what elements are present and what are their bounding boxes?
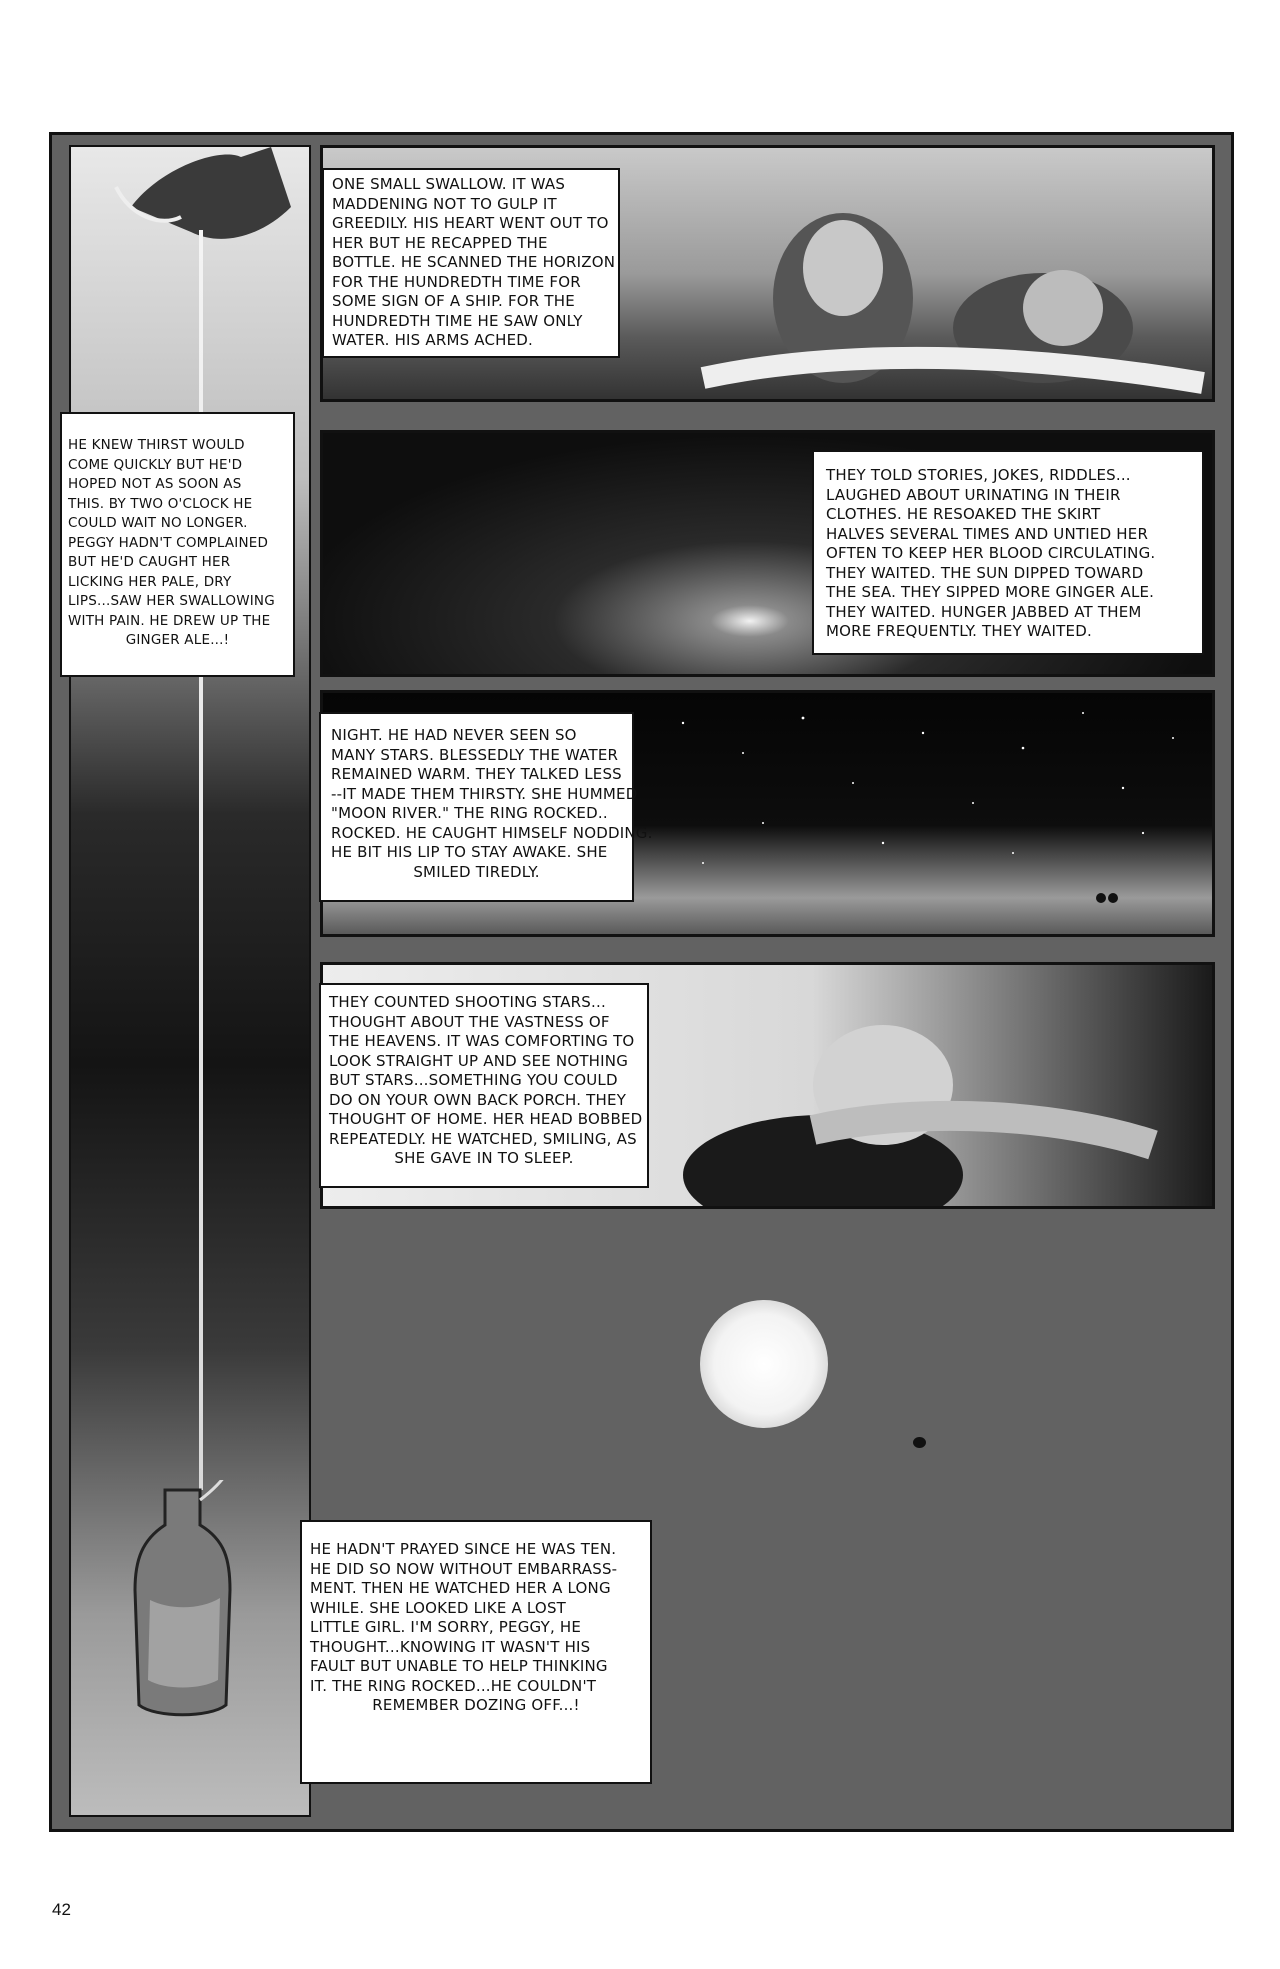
caption-line: THE HEAVENS. IT WAS COMFORTING TO [329,1032,635,1050]
caption-line: HE KNEW THIRST WOULD [68,437,245,453]
caption-line: LITTLE GIRL. I'M SORRY, PEGGY, HE [310,1618,582,1636]
caption-line: HE HADN'T PRAYED SINCE HE WAS TEN. [310,1540,617,1558]
caption-line: HE DID SO NOW WITHOUT EMBARRASS- [310,1559,618,1578]
caption-line: PEGGY HADN'T COMPLAINED [68,534,269,551]
caption-panel-2 [812,450,1204,655]
caption-line: WHILE. SHE LOOKED LIKE A LOST [310,1598,567,1617]
caption-line: HALVES SEVERAL TIMES AND UNTIED HER [826,524,1149,543]
caption-line: WITH PAIN. HE DREW UP THE [68,612,271,629]
caption-line: LOOK STRAIGHT UP AND SEE NOTHING [329,1051,629,1070]
caption-line: OFTEN TO KEEP HER BLOOD CIRCULATING. [826,544,1156,562]
caption-line: COME QUICKLY BUT HE'D [68,456,243,473]
caption-line: HOPED NOT AS SOON AS [68,476,242,492]
caption-line: REPEATEDLY. HE WATCHED, SMILING, AS [329,1129,637,1148]
page-number: 42 [52,1900,71,1919]
caption-line: DO ON YOUR OWN BACK PORCH. THEY [329,1090,627,1109]
caption-line: HER BUT HE RECAPPED THE [332,233,548,252]
caption-line: GREEDILY. HIS HEART WENT OUT TO [332,214,609,232]
caption-line: THEY WAITED. THE SUN DIPPED TOWARD [826,563,1144,582]
caption-line: SOME SIGN OF A SHIP. FOR THE [332,292,575,310]
caption-line: MANY STARS. BLESSEDLY THE WATER [331,745,619,764]
caption-panel-1 [322,168,620,358]
caption-line: THEY TOLD STORIES, JOKES, RIDDLES... [826,466,1131,484]
caption-panel-5 [300,1520,652,1784]
ring-in-distance [913,1437,926,1448]
caption-line: GINGER ALE...! [125,632,230,648]
caption-line: CLOTHES. HE RESOAKED THE SKIRT [826,505,1101,523]
caption-line: COULD WAIT NO LONGER. [68,515,248,531]
caption-line: FAULT BUT UNABLE TO HELP THINKING [310,1657,608,1675]
caption-line: ONE SMALL SWALLOW. IT WAS [332,175,566,193]
caption-line: HUNDREDTH TIME HE SAW ONLY [332,311,583,330]
caption-line: NIGHT. HE HAD NEVER SEEN SO [331,726,577,744]
caption-line: THEY COUNTED SHOOTING STARS... [329,993,606,1011]
caption-line: MORE FREQUENTLY. THEY WAITED. [826,622,1092,640]
caption-line: IT. THE RING ROCKED...HE COULDN'T [310,1676,597,1695]
caption-line: SMILED TIREDLY. [413,862,540,881]
caption-panel-3 [319,712,653,902]
caption-line: FOR THE HUNDREDTH TIME FOR [332,272,581,291]
ginger-ale-bottle-icon [130,1480,235,1720]
caption-line: "MOON RIVER." THE RING ROCKED.. [331,804,608,822]
caption-line: WATER. HIS ARMS ACHED. [332,331,534,349]
caption-line: LICKING HER PALE, DRY [68,573,232,590]
caption-line: THOUGHT ABOUT THE VASTNESS OF [329,1012,610,1031]
full-moon [700,1300,828,1428]
caption-line: THE SEA. THEY SIPPED MORE GINGER ALE. [826,583,1155,601]
caption-line: MENT. THEN HE WATCHED HER A LONG [310,1579,611,1597]
hand-holding-rope-icon [71,147,313,267]
caption-line: THOUGHT OF HOME. HER HEAD BOBBED [329,1110,643,1128]
caption-line: REMAINED WARM. THEY TALKED LESS [331,765,622,783]
caption-line: ROCKED. HE CAUGHT HIMSELF NODDING. [331,823,653,842]
caption-panel-4 [319,983,649,1188]
caption-line: BUT HE'D CAUGHT HER [68,554,231,570]
caption-line: LAUGHED ABOUT URINATING IN THEIR [826,485,1121,504]
caption-left-strip [60,412,295,677]
caption-line: BUT STARS...SOMETHING YOU COULD [329,1071,618,1089]
caption-line: THIS. BY TWO O'CLOCK HE [68,495,253,512]
caption-line: SHE GAVE IN TO SLEEP. [394,1149,574,1167]
caption-line: THOUGHT...KNOWING IT WASN'T HIS [310,1637,591,1656]
caption-line: HE BIT HIS LIP TO STAY AWAKE. SHE [331,843,608,861]
caption-line: REMEMBER DOZING OFF...! [372,1696,580,1714]
caption-line: LIPS...SAW HER SWALLOWING [68,593,275,609]
caption-line: BOTTLE. HE SCANNED THE HORIZON [332,253,616,271]
caption-line: MADDENING NOT TO GULP IT [332,194,557,213]
caption-line: --IT MADE THEM THIRSTY. SHE HUMMED [331,784,638,803]
caption-line: THEY WAITED. HUNGER JABBED AT THEM [826,602,1142,621]
